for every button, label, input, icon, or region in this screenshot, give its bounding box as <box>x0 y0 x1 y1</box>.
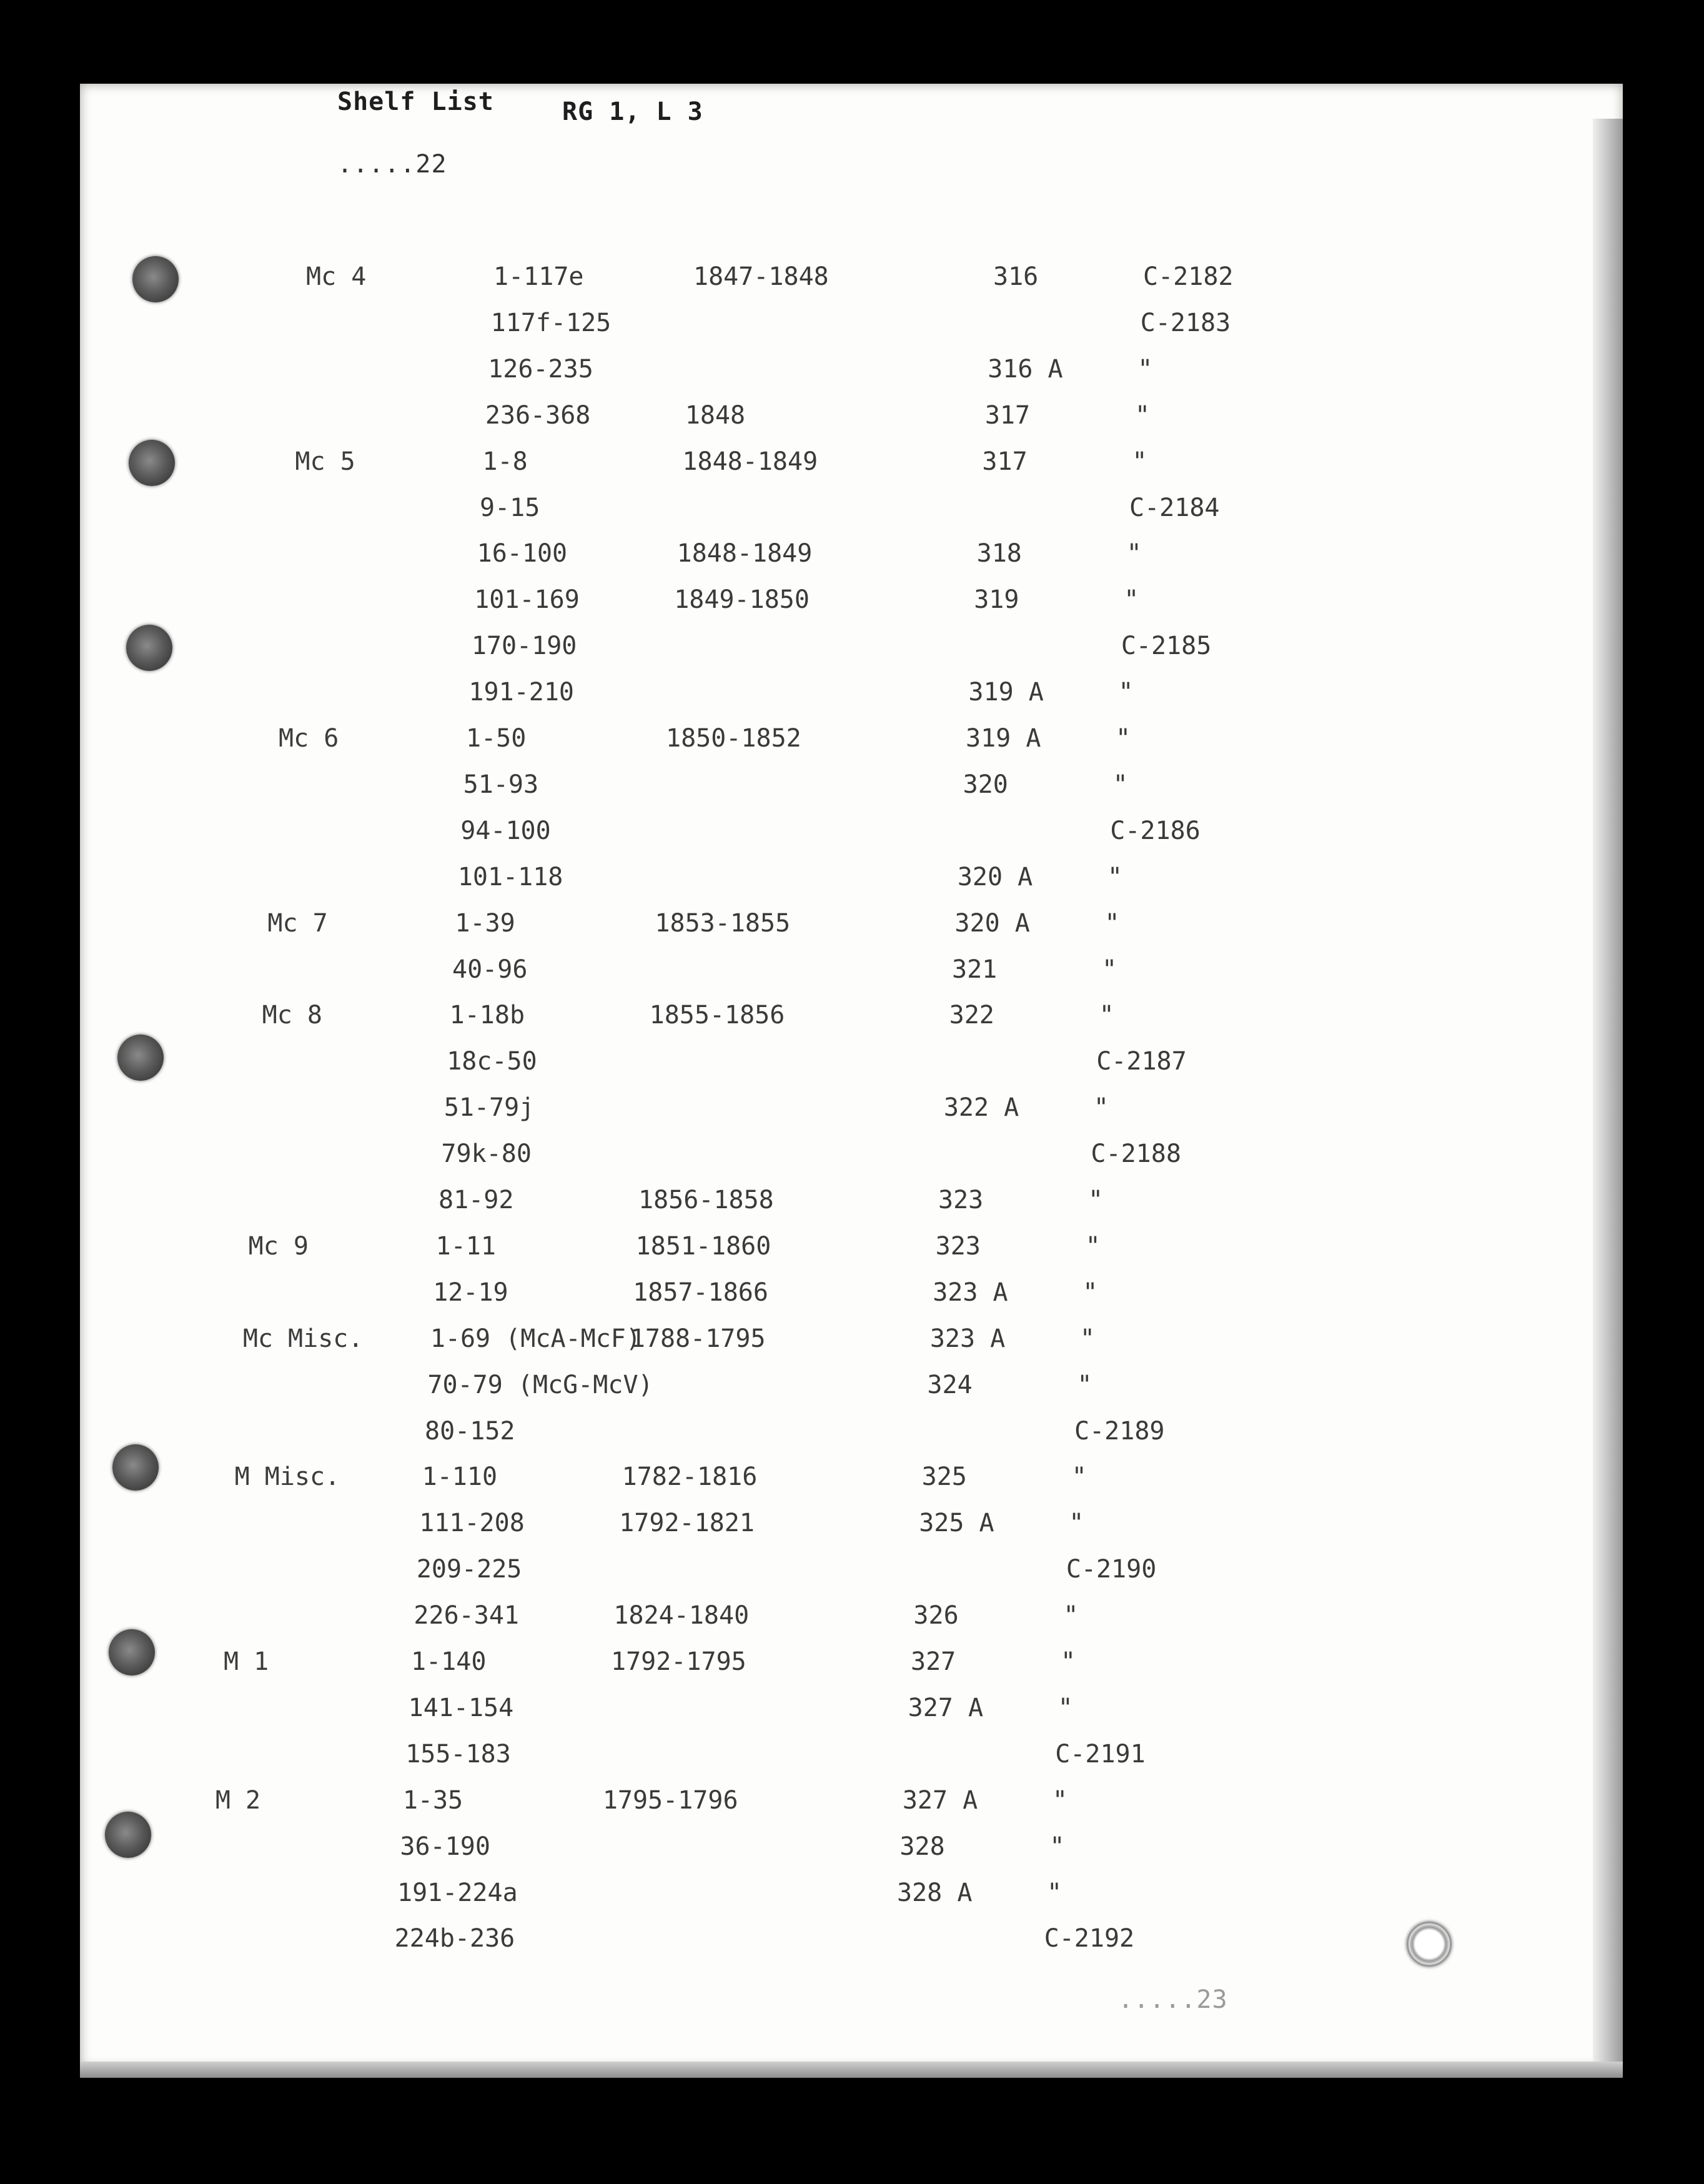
item-range: 236-368 <box>485 400 591 430</box>
item-range: 117f-125 <box>490 308 612 337</box>
reel-number: " <box>1116 724 1131 753</box>
reel-number: " <box>1069 1509 1084 1538</box>
box-number: 316 A <box>988 354 1063 384</box>
table-row <box>0 585 1685 617</box>
series-label: Mc Misc. <box>242 1324 364 1353</box>
date-range: 1847-1848 <box>693 262 829 291</box>
reel-number: C-2185 <box>1121 632 1212 661</box>
item-range: 209-225 <box>416 1555 522 1584</box>
item-range: 18c-50 <box>447 1047 537 1076</box>
reel-number: C-2187 <box>1096 1047 1187 1076</box>
reel-number: " <box>1071 1462 1087 1492</box>
box-number: 317 <box>984 400 1031 430</box>
box-number: 320 <box>963 770 1008 799</box>
item-range: 1-35 <box>402 1785 463 1815</box>
date-range: 1824-1840 <box>613 1601 750 1631</box>
item-range: 1-18b <box>449 1001 525 1030</box>
table-row <box>0 1047 1657 1078</box>
table-row <box>0 770 1674 802</box>
date-range: 1848-1849 <box>676 539 813 568</box>
item-range: 1-140 <box>411 1647 487 1676</box>
table-row <box>0 724 1677 755</box>
item-range: 16-100 <box>477 539 568 568</box>
table-row <box>0 909 1665 940</box>
table-row <box>0 1601 1624 1632</box>
reel-number: " <box>1052 1785 1067 1815</box>
box-number: 318 <box>976 539 1022 568</box>
box-number: 322 A <box>943 1093 1019 1123</box>
box-number: 325 A <box>919 1509 994 1538</box>
table-row <box>0 1740 1616 1771</box>
date-range: 1792-1795 <box>611 1647 746 1676</box>
item-range: 12-19 <box>433 1278 508 1307</box>
table-row <box>0 1647 1622 1679</box>
reel-number: " <box>1134 400 1150 430</box>
item-range: 101-118 <box>457 862 563 891</box>
table-row <box>0 1139 1652 1171</box>
box-number: 327 A <box>908 1693 984 1722</box>
table-row <box>0 1278 1643 1309</box>
table-row <box>0 632 1682 663</box>
date-range: 1792-1821 <box>619 1509 755 1538</box>
item-range: 51-93 <box>463 770 539 799</box>
date-range: 1856-1858 <box>638 1186 774 1214</box>
reel-number: " <box>1104 908 1120 938</box>
date-range: 1851-1860 <box>635 1231 771 1261</box>
item-range: 1-69 (McA-McF) <box>430 1324 641 1353</box>
item-range: 224b-236 <box>394 1924 515 1953</box>
box-number: 323 <box>938 1186 984 1214</box>
table-row <box>0 863 1668 894</box>
reel-number: C-2191 <box>1055 1739 1146 1769</box>
series-label: Mc 8 <box>262 1001 322 1030</box>
reel-number: " <box>1058 1693 1073 1722</box>
date-range: 1782-1816 <box>622 1462 758 1492</box>
reel-number: " <box>1061 1647 1076 1676</box>
table-row <box>0 1324 1641 1356</box>
table-row <box>0 1186 1649 1217</box>
item-range: 1-117e <box>493 262 584 291</box>
item-range: 226-341 <box>414 1601 519 1631</box>
item-range: 191-210 <box>468 678 574 707</box>
item-range: 9-15 <box>480 493 540 522</box>
item-range: 1-110 <box>422 1462 498 1492</box>
reel-number: C-2182 <box>1143 262 1234 291</box>
item-range: 80-152 <box>425 1416 515 1446</box>
reel-number: " <box>1082 1278 1098 1307</box>
date-range: 1857-1866 <box>633 1278 768 1307</box>
item-range: 81-92 <box>438 1186 514 1214</box>
table-row <box>0 1832 1610 1864</box>
table-row <box>0 1694 1619 1725</box>
item-range: 170-190 <box>471 632 577 661</box>
table-row <box>0 1417 1635 1448</box>
table-row <box>0 1001 1660 1032</box>
reel-number: C-2189 <box>1074 1416 1165 1446</box>
table-row <box>0 1786 1613 1817</box>
reel-number: " <box>1093 1093 1109 1123</box>
item-range: 1-8 <box>482 447 528 476</box>
reel-number: " <box>1099 1001 1114 1030</box>
box-number: 320 A <box>957 862 1033 891</box>
box-number: 328 <box>899 1832 945 1861</box>
series-label: Mc 5 <box>295 447 355 476</box>
series-label: M 2 <box>215 1785 261 1815</box>
table-row <box>0 1924 1605 1955</box>
box-number: 326 <box>913 1601 959 1631</box>
reel-number: " <box>1126 539 1142 568</box>
table-row <box>0 1555 1627 1586</box>
box-number: 324 <box>927 1370 973 1399</box>
box-number: 320 A <box>954 908 1030 938</box>
table-row <box>0 401 1696 432</box>
shelf-list-title: Shelf List <box>337 87 494 116</box>
table-row <box>0 955 1663 986</box>
item-range: 1-11 <box>435 1231 496 1261</box>
box-number: 317 <box>982 447 1028 476</box>
box-number: 321 <box>952 955 998 984</box>
table-row <box>0 1371 1638 1402</box>
date-range: 1848-1849 <box>682 447 818 476</box>
reel-number: C-2192 <box>1044 1924 1135 1953</box>
date-range: 1850-1852 <box>666 724 801 753</box>
date-range: 1853-1855 <box>655 908 791 938</box>
box-number: 323 A <box>929 1324 1006 1353</box>
reel-number: " <box>1047 1878 1063 1907</box>
box-number: 327 <box>911 1647 956 1676</box>
reel-number: " <box>1124 585 1139 615</box>
table-row <box>0 1509 1630 1540</box>
item-range: 70-79 (McG-McV) <box>427 1370 653 1399</box>
item-range: 36-190 <box>400 1832 490 1861</box>
reel-number: " <box>1077 1370 1092 1399</box>
item-range: 101-169 <box>474 585 580 615</box>
reel-number: C-2190 <box>1066 1555 1157 1584</box>
box-number: 328 A <box>897 1878 973 1907</box>
series-label: Mc 6 <box>279 724 339 753</box>
item-range: 51-79j <box>443 1093 535 1123</box>
box-number: 316 <box>993 262 1039 291</box>
table-row <box>0 262 1704 294</box>
date-range: 1855-1856 <box>649 1001 785 1030</box>
reel-number: " <box>1118 678 1134 707</box>
reel-number: " <box>1063 1601 1079 1631</box>
reel-number: C-2184 <box>1129 493 1220 522</box>
box-number: 319 <box>974 585 1019 615</box>
table-row <box>0 1879 1608 1910</box>
reel-number: C-2188 <box>1091 1139 1181 1169</box>
table-row <box>0 817 1671 848</box>
date-range: 1849-1850 <box>674 585 810 615</box>
reel-number: " <box>1085 1231 1101 1261</box>
item-range: 111-208 <box>419 1509 525 1538</box>
table-row <box>0 494 1690 525</box>
table-row <box>0 539 1688 570</box>
box-number: 319 A <box>966 724 1041 753</box>
series-label: M 1 <box>224 1647 269 1676</box>
table-row <box>0 1232 1647 1263</box>
table-row <box>0 309 1702 340</box>
item-range: 40-96 <box>452 955 528 984</box>
table-row <box>0 1462 1633 1494</box>
item-range: 126-235 <box>488 354 593 384</box>
item-range: 191-224a <box>397 1878 518 1907</box>
next-page-reference: .....23 <box>1118 1985 1228 2014</box>
reel-number: C-2186 <box>1110 816 1201 845</box>
series-label: M Misc. <box>234 1462 340 1492</box>
reel-number: " <box>1088 1186 1104 1214</box>
reel-number: " <box>1107 862 1122 891</box>
reel-number: " <box>1102 955 1117 984</box>
item-range: 155-183 <box>405 1739 511 1769</box>
box-number: 327 A <box>902 1785 978 1815</box>
box-number: 323 <box>935 1231 981 1261</box>
table-row <box>0 678 1679 709</box>
box-number: 325 <box>921 1462 967 1492</box>
box-number: 319 A <box>968 678 1044 707</box>
table-row <box>0 355 1698 386</box>
item-range: 94-100 <box>460 816 551 845</box>
series-label: Mc 4 <box>306 262 367 291</box>
box-number: 322 <box>949 1001 994 1030</box>
reel-number: " <box>1079 1324 1095 1353</box>
page-reference: .....22 <box>337 150 447 179</box>
item-range: 79k-80 <box>441 1139 532 1169</box>
date-range: 1795-1796 <box>602 1785 738 1815</box>
item-range: 141-154 <box>408 1693 514 1722</box>
reel-number: " <box>1132 447 1147 476</box>
box-number: 323 A <box>933 1278 1008 1307</box>
item-range: 1-50 <box>466 724 527 753</box>
date-range: 1788-1795 <box>630 1324 766 1353</box>
date-range: 1848 <box>685 400 746 430</box>
series-label: Mc 9 <box>248 1231 309 1261</box>
reel-number: " <box>1049 1832 1065 1861</box>
reel-number: " <box>1112 770 1128 799</box>
reel-number: " <box>1137 354 1153 384</box>
table-row <box>0 1093 1655 1124</box>
record-group-label: RG 1, L 3 <box>562 97 703 126</box>
item-range: 1-39 <box>455 908 515 938</box>
series-label: Mc 7 <box>267 908 328 938</box>
reel-number: C-2183 <box>1140 308 1231 337</box>
table-row <box>0 447 1693 479</box>
